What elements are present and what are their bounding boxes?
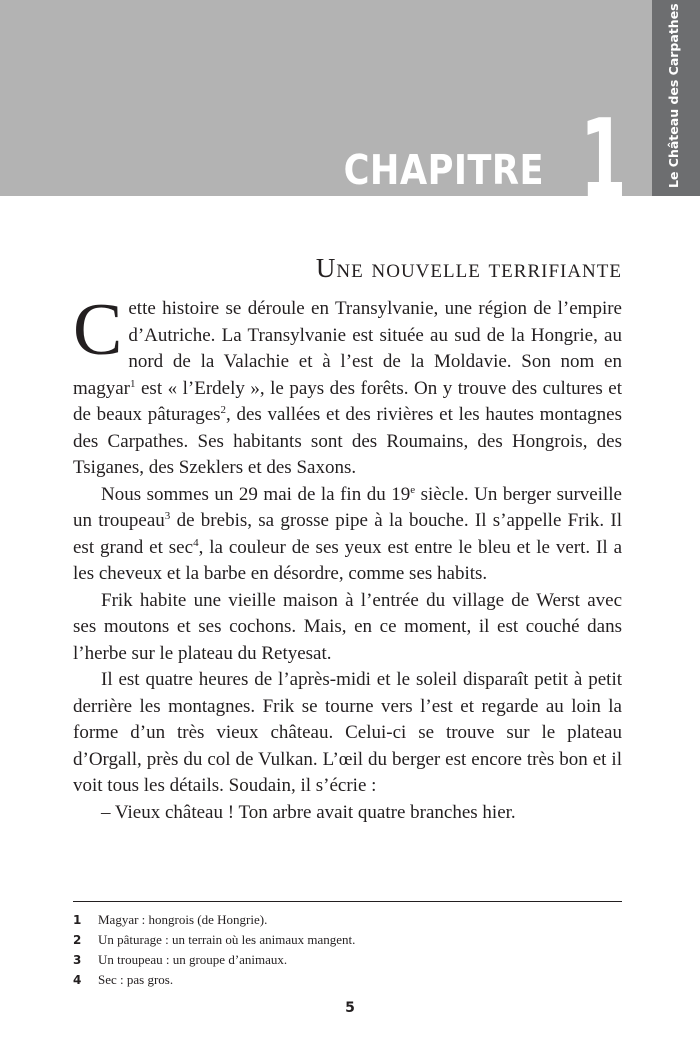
footnote-text: Sec : pas gros. [98,972,174,987]
footnote-text: Un troupeau : un groupe d’animaux. [98,952,288,967]
footnote [73,970,622,990]
chapter-label: CHAPITRE [343,146,544,194]
footnotes [73,910,622,990]
drop-cap: C [73,289,123,371]
paragraph-3: Frik habite une vieille maison à l’entrée du village de Werst avec ses moutons et ses cochons. Mais, en ce moment, il est couché dans l’herbe sur le plateau du Retyesat. [73,589,622,664]
body-text [73,289,622,826]
paragraph-text: de brebis, sa grosse pipe à la bouche. Il s’appelle Frik. Il est grand et sec [73,510,622,558]
paragraph-text: est « l’Erdely », le pays des forêts. On y trouve des cultures et de beaux pâturages [73,377,622,425]
paragraph-text: ette histoire se déroule en Transylvanie, une région de l’empire d’Autriche. La Transylvanie est située au sud de la Hongrie, au nord de la Valachie et à l’est de la Moldavie. Son nom en magyar [73,298,622,399]
footnote-ref: 2 [220,404,227,416]
page-number: 5 [345,1000,355,1016]
chapter-banner [0,0,652,222]
footnote-number: 3 [73,953,82,967]
paragraph-2 [73,482,622,588]
paragraph-text: siècle. Un berger surveille un troupeau [73,483,622,531]
paragraph-1 [73,289,622,482]
chapter-number: 1 [580,97,627,222]
paragraph-4: Il est quatre heures de l’après-midi et le soleil disparaît petit à petit derrière les montagnes. Frik se tourne vers l’est et regarde au loin la forme d’un très vieux château. Celui-ci se trouve sur le plateau d’Orgall, près du col de Vulkan. L’œil du berger est encore très bon et il voit tous les détails. Soudain, il s’écrie : [73,669,622,796]
chapter-title: Une nouvelle terrifiante [315,253,622,283]
footnote-text: Un pâturage : un terrain où les animaux mangent. [98,932,356,947]
footnote-text: Magyar : hongrois (de Hongrie). [98,912,268,927]
footnote [73,950,622,970]
footnote-number: 4 [73,973,82,987]
footnote-divider [73,901,622,902]
footnote-ref: 4 [193,536,199,549]
footnote [73,930,622,950]
footnote-number: 1 [73,913,82,927]
paragraph-text: Nous sommes un 29 mai de la fin du 19 [101,483,411,505]
side-tab-book-title: Le Château des Carpathes [666,3,681,188]
footnote-ref: 1 [129,377,136,390]
century-superscript: e [410,483,416,496]
footnote [73,910,622,930]
paragraph-text: , des vallées et des rivières et les hautes montagnes des Carpathes. Ses habitants sont des Roumains, des Hongrois, des Tsiganes, des Szeklers et des Saxons. [73,404,622,478]
paragraph-text: , la couleur de ses yeux est entre le bleu et le vert. Il a les cheveux et la barbe en désordre, comme ses habits. [73,536,622,584]
footnote-ref: 3 [164,510,171,522]
dialogue-line: – Vieux château ! Ton arbre avait quatre branches hier. [101,801,516,823]
footnote-number: 2 [73,933,82,947]
